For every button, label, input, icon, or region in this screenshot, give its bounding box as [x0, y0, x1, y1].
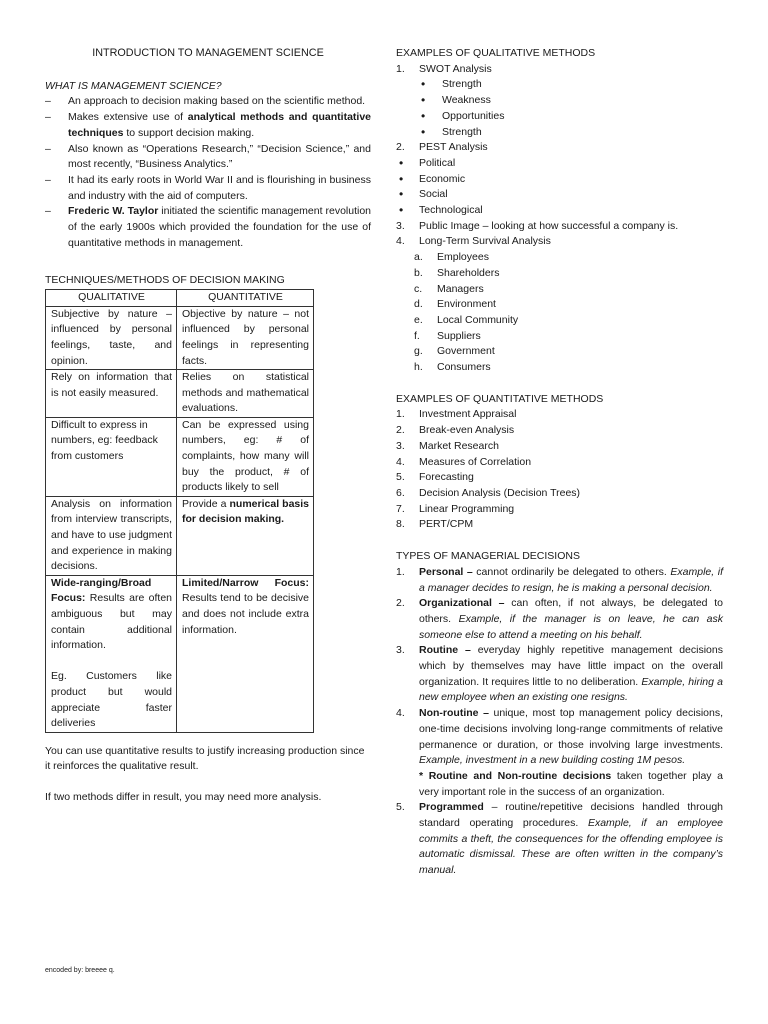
- table-cell: Can be expressed using numbers, eg: # of complaints, how many will buy the product, # of products likely to sell: [177, 417, 314, 496]
- section-heading-what-is: WHAT IS MANAGEMENT SCIENCE?: [45, 79, 222, 92]
- list-item: 2. PEST Analysis: [396, 141, 488, 154]
- table-row: [46, 496, 314, 575]
- list-item: 5. Forecasting: [396, 471, 474, 484]
- list-item: 5. Programmed – routine/repetitive decisions handled through standard operating procedures. Example, if an employee commits a theft, the consequences for the offending employee is automatic dismissal. These are often written in the company’s manual.: [396, 801, 723, 877]
- list-item: • Weakness: [396, 93, 723, 109]
- list-item: 2. Break-even Analysis: [396, 424, 515, 437]
- column-header-qualitative: QUALITATIVE: [46, 290, 177, 307]
- paragraph: You can use quantitative results to justify increasing production since it reinforces the qualitative result.: [45, 744, 365, 773]
- qualitative-methods-heading: EXAMPLES OF QUALITATIVE METHODS: [396, 47, 596, 59]
- list-item: • Strength: [396, 77, 723, 93]
- list-item: a. Employees: [414, 251, 489, 264]
- table-cell: Analysis on information from interview transcripts, and have to use judgment and experience in making decisions.: [46, 496, 177, 575]
- list-item: 4. Non-routine – unique, most top management policy decisions, one-time decisions involving long-range commitments of relative permanence or duration, or those involving large investments. Example, investment in a new building costing 1M pesos. * Routine and Non-routine decisions taken together play a very important role in the success of an organization.: [396, 706, 723, 800]
- list-item: 7. Linear Programming: [396, 502, 515, 515]
- list-item: 3. Public Image – looking at how successful a company is.: [396, 219, 679, 232]
- list-item: – Also known as “Operations Research,” “Decision Science,” and most recently, “Business Analytics.”: [45, 142, 371, 173]
- list-item: 4. Measures of Correlation: [396, 455, 532, 468]
- list-item: 2. Organizational – can often, if not always, be delegated to others. Example, if the manager is on leave, he can ask someone else to attend a meeting on his behalf.: [396, 597, 723, 641]
- list-item: • Political: [396, 156, 723, 172]
- list-item: 3. Routine – everyday highly repetitive management decisions which by themselves may have little impact on the overall organization. It requires little to no deliberation. Example, hiring a new employee when an existing one resigns.: [396, 644, 723, 704]
- table-cell: Limited/Narrow Focus: Results tend to be decisive and does not include extra information.: [177, 575, 314, 732]
- swot-list: [396, 77, 723, 140]
- definition-list: [45, 94, 371, 251]
- table-row: [46, 575, 314, 732]
- decision-types-heading: TYPES OF MANAGERIAL DECISIONS: [396, 550, 580, 563]
- list-item: h. Consumers: [414, 361, 491, 374]
- footer-credit: encoded by: breeee q.: [45, 967, 115, 974]
- list-item: c. Managers: [414, 282, 484, 295]
- decision-methods-table: [45, 289, 314, 733]
- list-item: f. Suppliers: [414, 329, 481, 342]
- table-row: [46, 417, 314, 496]
- pest-list: [396, 156, 723, 219]
- table-title: TECHNIQUES/METHODS OF DECISION MAKING: [45, 274, 285, 287]
- list-item: • Strength: [396, 125, 723, 141]
- quantitative-methods-list: [396, 407, 723, 533]
- paragraph: If two methods differ in result, you may need more analysis.: [45, 791, 322, 804]
- list-item: e. Local Community: [414, 313, 519, 326]
- list-item: 6. Decision Analysis (Decision Trees): [396, 486, 581, 499]
- table-cell: Wide-ranging/Broad Focus: Results are often ambiguous but may contain additional information. Eg. Customers like product but would appreciate faster deliveries: [46, 575, 177, 732]
- note: * Routine and Non-routine decisions taken together play a very important role in the success of an organization.: [419, 769, 723, 798]
- table-cell: Objective by nature – not influenced by personal feelings in representing facts.: [177, 306, 314, 369]
- list-item: 1. Personal – cannot ordinarily be delegated to others. Example, if a manager decides to resign, he is making a personal decision.: [396, 565, 723, 594]
- list-item: d. Environment: [414, 298, 496, 311]
- qualitative-methods-list: [396, 62, 723, 78]
- list-item: – Makes extensive use of analytical methods and quantitative techniques to support decision making.: [45, 110, 371, 141]
- table-cell: Provide a numerical basis for decision making.: [177, 496, 314, 575]
- list-item: b. Shareholders: [414, 266, 500, 279]
- list-item: – An approach to decision making based on the scientific method.: [45, 94, 371, 110]
- page-title: INTRODUCTION TO MANAGEMENT SCIENCE: [92, 47, 324, 59]
- list-item: 1. Investment Appraisal: [396, 408, 517, 421]
- right-column: [396, 46, 723, 879]
- table-cell: Subjective by nature – influenced by personal feelings, taste, and opinion.: [46, 306, 177, 369]
- column-header-quantitative: QUANTITATIVE: [177, 290, 314, 307]
- table-header-row: [46, 290, 314, 307]
- table-cell: Relies on statistical methods and mathematical evaluations.: [177, 370, 314, 418]
- left-column: [45, 46, 371, 806]
- table-cell: Difficult to express in numbers, eg: feedback from customers: [46, 417, 177, 496]
- list-item: 8. PERT/CPM: [396, 518, 474, 531]
- list-item: 3. Market Research: [396, 439, 499, 452]
- quantitative-methods-heading: EXAMPLES OF QUANTITATIVE METHODS: [396, 392, 604, 405]
- list-item: g. Government: [414, 345, 495, 358]
- list-item: • Opportunities: [396, 109, 723, 125]
- list-item: – Frederic W. Taylor initiated the scientific management revolution of the early 1900s which provided the foundation for the use of quantitative methods in management.: [45, 204, 371, 251]
- list-item: 1. SWOT Analysis: [396, 62, 492, 75]
- list-item: • Technological: [396, 203, 723, 219]
- list-item: • Economic: [396, 172, 723, 188]
- list-item: – It had its early roots in World War II and is flourishing in business and industry with the aid of computers.: [45, 173, 371, 204]
- long-term-list: [396, 250, 723, 376]
- table-cell: Rely on information that is not easily measured.: [46, 370, 177, 418]
- decision-types-list: [396, 565, 723, 879]
- list-item: 4. Long-Term Survival Analysis: [396, 235, 551, 248]
- list-item: • Social: [396, 187, 723, 203]
- table-row: [46, 306, 314, 369]
- table-row: [46, 370, 314, 418]
